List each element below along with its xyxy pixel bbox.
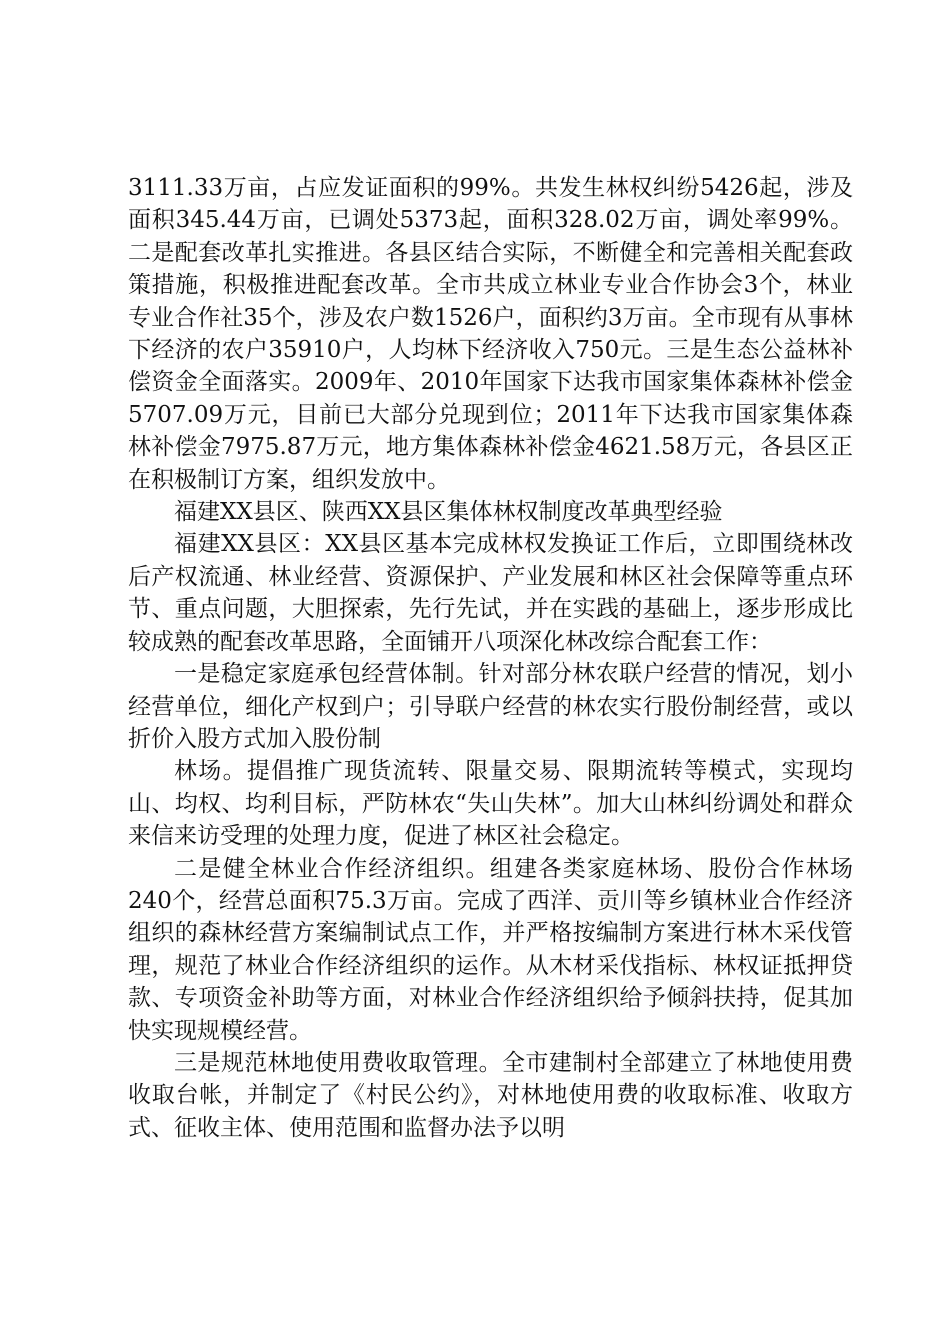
paragraph-item-three: 三是规范林地使用费收取管理。全市建制村全部建立了林地使用费收取台帐，并制定了《村民公约》，对林地使用费的收取标准、收取方式、征收主体、使用范围和监督办法予以明 [128,1049,853,1141]
paragraph-forest-reform-statistics: 3111.33万亩，占应发证面积的99%。共发生林权纠纷5426起，涉及面积345.44万亩，已调处5373起，面积328.02万亩，调处率99%。二是配套改革扎实推进。各县区结合实际，不断健全和完善相关配套政策措施，积极推进配套改革。全市共成立林业专业合作协会3个，林业专业合作社35个，涉及农户数1526户，面积约3万亩。全市现有从事林下经济的农户35910户，人均林下经济收入750元。三是生态公益林补偿资金全面落实。2009年、2010年国家下达我市国家集体森林补偿金5707.09万元，目前已大部分兑现到位；2011年下达我市国家集体森林补偿金7975.87万元，地方集体森林补偿金4621.58万元，各县区正在积极制订方案，组织发放中。 [128,175,853,493]
document-body [128,172,853,1144]
paragraph-item-one-continued: 林场。提倡推广现货流转、限量交易、限期流转等模式，实现均山、均权、均利目标，严防林农“失山失林”。加大山林纠纷调处和群众来信来访受理的处理力度，促进了林区社会稳定。 [128,758,853,850]
paragraph-fujian-intro: 福建XX县区：XX县区基本完成林权发换证工作后，立即围绕林改后产权流通、林业经营、资源保护、产业发展和林区社会保障等重点环节、重点问题，大胆探索，先行先试，并在实践的基础上，逐步形成比较成熟的配套改革思路，全面铺开八项深化林改综合配套工作： [128,531,853,655]
section-heading: 福建XX县区、陕西XX县区集体林权制度改革典型经验 [174,499,723,526]
paragraph-item-one: 一是稳定家庭承包经营体制。针对部分林农联户经营的情况，划小经营单位，细化产权到户；引导联户经营的林农实行股份制经营，或以折价入股方式加入股份制 [128,661,853,752]
paragraph-item-two: 二是健全林业合作经济组织。组建各类家庭林场、股份合作林场240个，经营总面积75.3万亩。完成了西洋、贡川等乡镇林业合作经济组织的森林经营方案编制试点工作，并严格按编制方案进行林木采伐管理，规范了林业合作经济组织的运作。从木材采伐指标、林权证抵押贷款、专项资金补助等方面，对林业合作经济组织给予倾斜扶持，促其加快实现规模经营。 [128,855,853,1044]
